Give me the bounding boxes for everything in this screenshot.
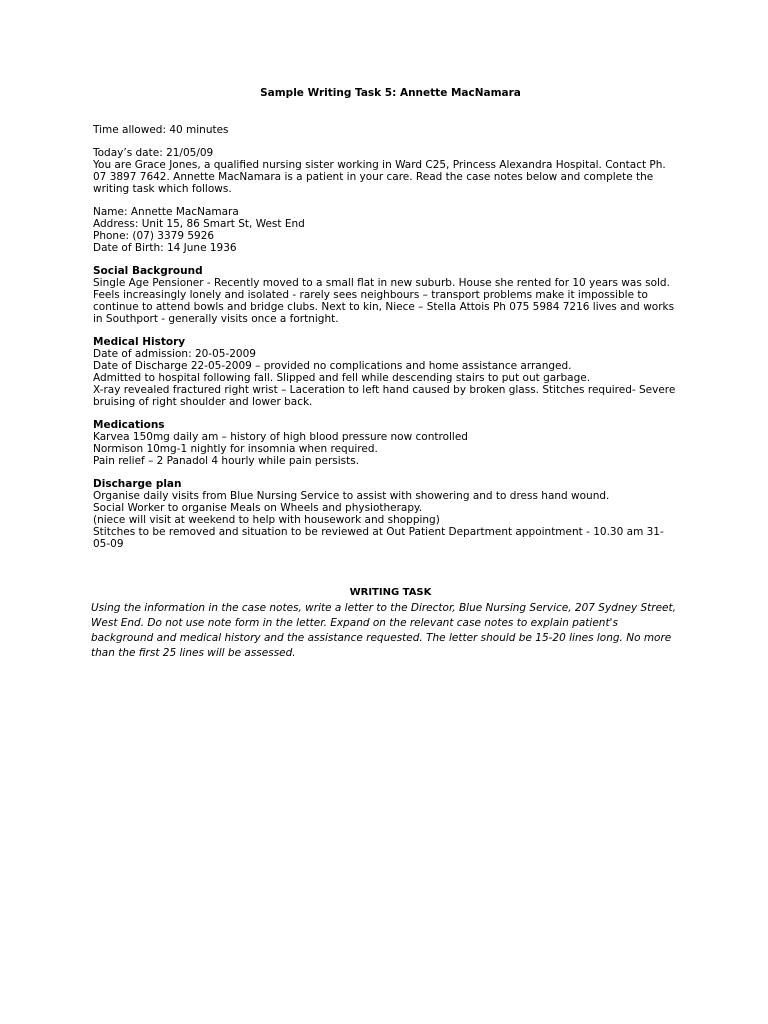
patient-dob: Date of Birth: 14 June 1936 [93, 242, 237, 254]
document-title: Sample Writing Task 5: Annette MacNamara [260, 87, 521, 99]
section-line: Organise daily visits from Blue Nursing Service to assist with showering and to dress hand wound. [93, 490, 610, 502]
section-line: (niece will visit at weekend to help with housework and shopping) [93, 514, 440, 526]
medications-section [93, 419, 688, 467]
time-allowed-text: Time allowed: 40 minutes [93, 124, 229, 136]
intro-line: writing task which follows. [93, 183, 232, 195]
section-line: Single Age Pensioner - Recently moved to a small flat in new suburb. House she rented for 10 years was sold. [93, 277, 670, 289]
task-line: West End. Do not use note form in the letter. Expand on the relevant case notes to explain patient's [91, 617, 618, 629]
section-spacer [93, 561, 688, 587]
patient-name: Name: Annette MacNamara [93, 206, 239, 218]
patient-phone: Phone: (07) 3379 5926 [93, 230, 215, 242]
intro-line: You are Grace Jones, a qualified nursing sister working in Ward C25, Princess Alexandra Hospital. Contact Ph. [93, 159, 666, 171]
patient-details [93, 206, 688, 254]
section-heading: Social Background [93, 265, 203, 277]
medical-history-section [93, 336, 688, 408]
social-background-section [93, 265, 688, 325]
intro-line: 07 3897 7642. Annette MacNamara is a patient in your care. Read the case notes below and complete the [93, 171, 654, 183]
section-line: Admitted to hospital following fall. Slipped and fell while descending stairs to put out garbage. [93, 372, 591, 384]
section-line: X-ray revealed fractured right wrist – Laceration to left hand caused by broken glass. Stitches required- Severe [93, 384, 676, 396]
section-heading: Medical History [93, 336, 186, 348]
task-line: than the first 25 lines will be assessed. [91, 647, 296, 659]
section-line: Normison 10mg-1 nightly for insomnia when required. [93, 443, 378, 455]
document-page [93, 86, 688, 661]
section-heading: Medications [93, 419, 165, 431]
section-line: continue to attend bowls and bridge clubs. Next to kin, Niece – Stella Attois Ph 075 5984 7216 lives and works [93, 301, 675, 313]
section-line: Stitches to be removed and situation to be reviewed at Out Patient Department appointment - 10.30 am 31- [93, 526, 664, 538]
section-line: Date of Discharge 22-05-2009 – provided no complications and home assistance arranged. [93, 360, 572, 372]
time-allowed [93, 124, 688, 136]
task-line: Using the information in the case notes, write a letter to the Director, Blue Nursing Service, 207 Sydney Street, [91, 602, 676, 614]
section-heading: Discharge plan [93, 478, 182, 490]
intro-line: Today’s date: 21/05/09 [93, 147, 214, 159]
writing-task-heading: WRITING TASK [349, 587, 432, 598]
section-line: Date of admission: 20-05-2009 [93, 348, 256, 360]
section-line: in Southport - generally visits once a fortnight. [93, 313, 339, 325]
patient-address: Address: Unit 15, 86 Smart St, West End [93, 218, 305, 230]
section-line: Feels increasingly lonely and isolated - rarely sees neighbours – transport problems make it impossible to [93, 289, 648, 301]
section-line: Karvea 150mg daily am – history of high blood pressure now controlled [93, 431, 468, 443]
writing-task-instructions [91, 601, 688, 661]
task-line: background and medical history and the assistance requested. The letter should be 15-20 lines long. No more [91, 632, 672, 644]
section-line: Social Worker to organise Meals on Wheels and physiotherapy. [93, 502, 423, 514]
intro-paragraph [93, 147, 688, 195]
section-line: Pain relief – 2 Panadol 4 hourly while pain persists. [93, 455, 360, 467]
discharge-plan-section [93, 478, 688, 550]
section-line: bruising of right shoulder and lower back. [93, 396, 313, 408]
section-line: 05-09 [93, 538, 124, 550]
